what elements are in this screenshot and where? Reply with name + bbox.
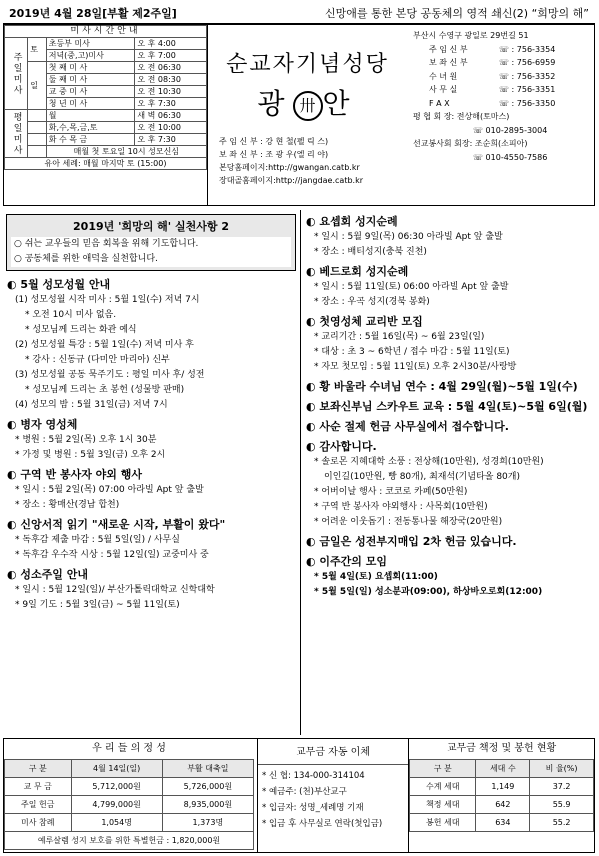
mass-row <box>5 134 207 146</box>
offering-table-box <box>4 739 254 850</box>
first-sat-note: 매월 첫 토요일 10시 성모신심 <box>46 146 206 158</box>
phone-number: ☏ : 756-3350 <box>499 98 556 108</box>
first-sat-row <box>5 146 207 158</box>
pastor: 주 임 신 부 : 강 현 철(펠 릭 스) <box>219 137 329 146</box>
notice-line: * 9일 기도 : 5월 3일(금) ~ 5월 11일(토) <box>15 600 180 610</box>
notice-heading: ◐ 병자 영성체 <box>7 418 78 431</box>
practice-title: 2019년 '희망의 해' 실천사항 2 <box>73 220 229 233</box>
offering-row <box>5 796 254 814</box>
autopay-title: 교무금 자동 이체 <box>258 739 408 765</box>
phone-number: ☏ : 756-3354 <box>499 44 556 54</box>
offering-head-cell: 부활 대축일 <box>162 760 253 778</box>
parish-subtitle: 순교자기념성당 <box>226 52 389 77</box>
offering-row <box>5 814 254 832</box>
first-sat-spacer <box>28 146 46 158</box>
mass-title: 미사시간안내 <box>5 26 207 38</box>
notice-line: * 대상 : 초 3 ~ 6학년 / 접수 마감 : 5월 11일(토) <box>314 347 510 357</box>
infant-baptism: 유아 세례: 매월 마지막 토 (15:00) <box>5 158 207 170</box>
mass-time: 오 전 06:30 <box>135 62 207 74</box>
notice-line: * 일시 : 5월 12일(일)/ 부산가톨릭대학교 신학대학 <box>15 585 215 595</box>
notice-heading: ◐ 첫영성체 교리반 모집 <box>306 315 423 328</box>
phone-row <box>413 97 594 111</box>
offering-title: 우 리 들 의 정 성 <box>92 743 166 754</box>
offering-cell: 4,799,000원 <box>71 796 162 814</box>
status-head-cell: 구 분 <box>410 760 476 778</box>
notice-heading: ◐ 감사합니다. <box>306 440 377 453</box>
assistant-pastor: 보 좌 신 부 : 조 광 우(엘 리 야) <box>219 150 329 159</box>
bottom-box <box>3 738 595 853</box>
notice-section <box>7 417 295 463</box>
status-head-row <box>410 760 594 778</box>
phone-row <box>413 56 594 70</box>
notice-line: * 독후감 제출 마감 : 5월 5일(일) / 사무실 <box>15 535 180 545</box>
notice-line: (2) 성모성월 특강 : 5월 1일(수) 저녁 미사 후 <box>15 340 194 350</box>
mission-chair: 선교봉사회 회장: 조순희(소피아) <box>413 139 528 148</box>
notice-line: * 성모님께 드리는 화관 예식 <box>25 325 137 335</box>
mass-time: 새 벽 06:30 <box>135 110 207 122</box>
mass-time: 오 후 7:30 <box>135 134 207 146</box>
offering-head-cell: 4월 14일(일) <box>71 760 162 778</box>
address: 부산시 수영구 광일로 29번길 51 <box>413 31 529 40</box>
notice-heading: ◐ 구역 반 봉사자 야외 행사 <box>7 468 143 481</box>
mass-time: 오 전 10:30 <box>135 86 207 98</box>
notice-heading: ◐ 금일은 성전부지매입 2차 헌금 있습니다. <box>306 535 517 548</box>
mass-name: 화 수 목 금 <box>46 134 135 146</box>
practice-items <box>11 237 291 267</box>
right-column <box>302 210 595 603</box>
mass-row <box>5 62 207 74</box>
notice-section <box>306 264 591 310</box>
mass-cat-weekday: 평일미사 <box>5 110 28 158</box>
mass-table <box>4 25 207 170</box>
offering-cell: 1,373명 <box>162 814 253 832</box>
parish-banner <box>209 25 406 205</box>
status-cell: 수계 세대 <box>410 778 476 796</box>
right-sections <box>302 214 595 600</box>
mass-name: 둘 째 미 사 <box>46 74 135 86</box>
autopay-line: * 예금주: (천)부산교구 <box>262 787 347 797</box>
bulletin-date: 2019년 4월 28일[부활 제2주일] <box>9 7 177 20</box>
special-offering: 예루살렘 성지 보호를 위한 특별헌금 : 1,820,000원 <box>5 832 254 850</box>
notice-line: * 성모님께 드리는 초 봉헌 (성물방 판매) <box>25 385 185 395</box>
mass-time: 오 전 10:00 <box>135 122 207 134</box>
notice-line: * 어버이날 행사 : 코코로 카페(50만원) <box>314 487 468 497</box>
notice-line: * 일시 : 5월 11일(토) 06:00 아라빌 Apt 앞 출발 <box>314 282 509 292</box>
mass-day-sun: 일 <box>28 62 46 110</box>
notice-line: * 솔로몬 지혜대학 소풍 : 전상해(10만원), 성경희(10만원) <box>314 457 544 467</box>
title-right: 안 <box>322 87 358 120</box>
notice-line: * 장소 : 황매산(경남 합천) <box>15 500 120 510</box>
mass-cat-sunday: 주일미사 <box>5 38 28 110</box>
autopay-line: * 신 협: 134-000-314104 <box>262 771 365 781</box>
notice-section <box>306 399 591 415</box>
priest-info <box>219 135 363 187</box>
notice-section <box>306 419 591 435</box>
notice-heading: ◐ 이주간의 모임 <box>306 555 388 568</box>
notice-section <box>7 567 295 613</box>
notice-line: * 교리기간 : 5월 16일(목) ~ 6월 23일(일) <box>314 332 485 342</box>
notice-section <box>7 467 295 513</box>
notice-line: * 가정 및 병원 : 5월 3일(금) 오후 2시 <box>15 450 166 460</box>
notice-section <box>306 439 591 530</box>
status-head-cell: 세대 수 <box>476 760 530 778</box>
mass-time: 오 후 7:00 <box>135 50 207 62</box>
mission-chair-tel: ☏ 010-4550-7586 <box>473 152 548 162</box>
notice-line: * 5월 5일(일) 성소분과(09:00), 하상바오로회(12:00) <box>314 587 543 597</box>
mass-title-row <box>5 26 207 38</box>
mass-day-blank <box>28 110 46 122</box>
status-cell: 55.2 <box>530 814 594 832</box>
notice-section <box>306 314 591 375</box>
autopay-line: * 입금 후 사무실로 연락(첫입금) <box>262 819 383 829</box>
mass-name: 청 년 미 사 <box>46 98 135 110</box>
notice-line: * 강사 : 신동규 (다미안 마리아) 신부 <box>25 355 170 365</box>
offering-row <box>5 778 254 796</box>
title-left: 광 <box>257 87 293 120</box>
parish-motto: 신망애를 통한 본당 공동체의 영적 쇄신(2) “희망의 해” <box>325 7 589 20</box>
council-chair: 평 협 회 장: 전상해(토마스) <box>413 112 510 121</box>
practice-box <box>6 214 296 271</box>
offering-cell: 주일 헌금 <box>5 796 72 814</box>
notice-heading: ◐ 보좌신부님 스카우트 교육 : 5월 4일(토)~5월 6일(월) <box>306 400 588 413</box>
status-table-box <box>409 739 594 832</box>
phone-row <box>413 43 594 57</box>
offering-cell: 8,935,000원 <box>162 796 253 814</box>
autopay-lines <box>258 765 408 829</box>
phone-row <box>413 83 594 97</box>
notice-line: 이인길(10만원, 빵 80개), 최재석(기념타올 80개) <box>324 472 520 482</box>
notice-heading: ◐ 신앙서적 읽기 "새로운 시작, 부활이 왔다" <box>7 518 226 531</box>
mass-day-blank <box>28 122 46 134</box>
contact-info <box>407 25 594 205</box>
mass-time: 오 전 08:30 <box>135 74 207 86</box>
phone-number: ☏ : 756-6959 <box>499 58 556 67</box>
mass-row <box>5 122 207 134</box>
special-row <box>5 832 254 850</box>
notice-section <box>306 379 591 395</box>
header-box <box>3 24 595 206</box>
phone-number: ☏ : 756-3351 <box>499 85 556 94</box>
status-cell: 책정 세대 <box>410 796 476 814</box>
notice-line: * 자모 첫모임 : 5월 11일(토) 오후 2시30분/사랑방 <box>314 362 517 372</box>
mass-row <box>5 38 207 50</box>
mass-day-blank <box>28 134 46 146</box>
mass-time: 오 후 7:30 <box>135 98 207 110</box>
notice-line: * 독후감 우수작 시상 : 5월 12일(일) 교중미사 중 <box>15 550 209 560</box>
jangdae-link[interactable]: 장대골홈페이지:http://jangdae.catb.kr <box>219 176 363 185</box>
practice-item: ○ 공동체를 위한 애덕을 실천합니다. <box>11 252 291 267</box>
mass-name: 교 중 미 사 <box>46 86 135 98</box>
notice-section <box>306 554 591 600</box>
offering-cell: 5,726,000원 <box>162 778 253 796</box>
mass-schedule <box>4 25 208 205</box>
notice-line: * 장소 : 배티성지(충북 진천) <box>314 247 427 257</box>
mass-name: 월 <box>46 110 135 122</box>
notice-line: (1) 성모성월 시작 미사 : 5월 1일(수) 저녁 7시 <box>15 295 200 305</box>
status-cell: 55.9 <box>530 796 594 814</box>
autopay-box <box>257 739 409 852</box>
offering-cell: 5,712,000원 <box>71 778 162 796</box>
notice-heading: ◐ 5월 성모성월 안내 <box>7 278 111 291</box>
notice-line: * 5월 4일(토) 요셉회(11:00) <box>314 572 438 582</box>
mass-name: 저녁(중,고)미사 <box>46 50 135 62</box>
offering-head-cell: 구 분 <box>5 760 72 778</box>
status-cell: 634 <box>476 814 530 832</box>
infant-row <box>5 158 207 170</box>
notice-line: * 병원 : 5월 2일(목) 오후 1시 30분 <box>15 435 157 445</box>
parish-logo-icon: 卅 <box>293 91 323 121</box>
phone-list <box>413 43 594 111</box>
status-table <box>409 759 594 832</box>
offering-cell: 교 무 금 <box>5 778 72 796</box>
status-head-cell: 비 율(%) <box>530 760 594 778</box>
phone-label: 사 무 실 <box>429 85 458 94</box>
mass-time: 오 후 4:00 <box>135 38 207 50</box>
notice-line: * 어려운 이웃돕기 : 전동통나물 해장국(20만원) <box>314 517 503 527</box>
phone-label: 주 임 신 부 <box>429 44 468 54</box>
notice-section <box>7 277 295 413</box>
homepage-link[interactable]: 본당홈페이지:http://gwangan.catb.kr <box>219 163 360 172</box>
notice-section <box>306 534 591 550</box>
phone-label: 보 좌 신 부 <box>429 58 468 67</box>
status-row <box>410 814 594 832</box>
phone-label: F A X <box>429 98 450 108</box>
notice-line: * 일시 : 5월 2일(목) 07:00 아라빌 Apt 앞 출발 <box>15 485 204 495</box>
notice-heading: ◐ 성소주일 안내 <box>7 568 89 581</box>
status-row <box>410 778 594 796</box>
council-chair-tel: ☏ 010-2895-3004 <box>473 125 548 135</box>
phone-number: ☏ : 756-3352 <box>499 71 556 81</box>
mass-name: 화,수,목,금,토 <box>46 122 135 134</box>
notice-heading: ◐ 황 바울라 수녀님 연수 : 4월 29일(월)~5월 1일(수) <box>306 380 578 393</box>
status-row <box>410 796 594 814</box>
mass-day-sat: 토 <box>28 38 46 62</box>
status-cell: 37.2 <box>530 778 594 796</box>
notice-line: (3) 성모성월 공동 묵주기도 : 평일 미사 후/ 성전 <box>15 370 205 380</box>
notice-section <box>306 214 591 260</box>
mass-row <box>5 110 207 122</box>
practice-item: ○ 쉬는 교우들의 믿음 회복을 위해 기도합니다. <box>11 237 291 252</box>
offering-table <box>4 759 254 850</box>
offering-cell: 1,054명 <box>71 814 162 832</box>
status-title: 교무금 책정 및 봉헌 현황 <box>446 743 557 754</box>
mass-name: 첫 째 미 사 <box>46 62 135 74</box>
notice-section <box>7 517 295 563</box>
offering-head-row <box>5 760 254 778</box>
notice-heading: ◐ 요셉회 성지순례 <box>306 215 398 228</box>
phone-label: 수 녀 원 <box>429 71 458 81</box>
offering-cell: 미사 참례 <box>5 814 72 832</box>
notice-line: * 장소 : 우곡 성지(경북 봉화) <box>314 297 430 307</box>
column-divider <box>300 210 301 735</box>
parish-title <box>209 82 406 122</box>
mass-name: 초등부 미사 <box>46 38 135 50</box>
status-cell: 봉헌 세대 <box>410 814 476 832</box>
notice-heading: ◐ 베드로회 성지순례 <box>306 265 409 278</box>
notice-line: * 일시 : 5월 9일(목) 06:30 아라빌 Apt 앞 출발 <box>314 232 503 242</box>
status-cell: 642 <box>476 796 530 814</box>
top-bar <box>3 3 595 23</box>
notice-line: * 구역 반 봉사자 야외행사 : 사목회(10만원) <box>314 502 488 512</box>
status-cell: 1,149 <box>476 778 530 796</box>
autopay-line: * 입금자: 성명_세례명 기재 <box>262 803 364 813</box>
phone-row <box>413 70 594 84</box>
left-column <box>3 210 299 616</box>
notice-heading: ◐ 사순 절제 헌금 사무실에서 접수합니다. <box>306 420 509 433</box>
left-sections <box>3 277 299 613</box>
notice-line: (4) 성모의 밤 : 5월 31일(금) 저녁 7시 <box>15 400 168 410</box>
notice-line: * 오전 10시 미사 없음. <box>25 310 117 320</box>
